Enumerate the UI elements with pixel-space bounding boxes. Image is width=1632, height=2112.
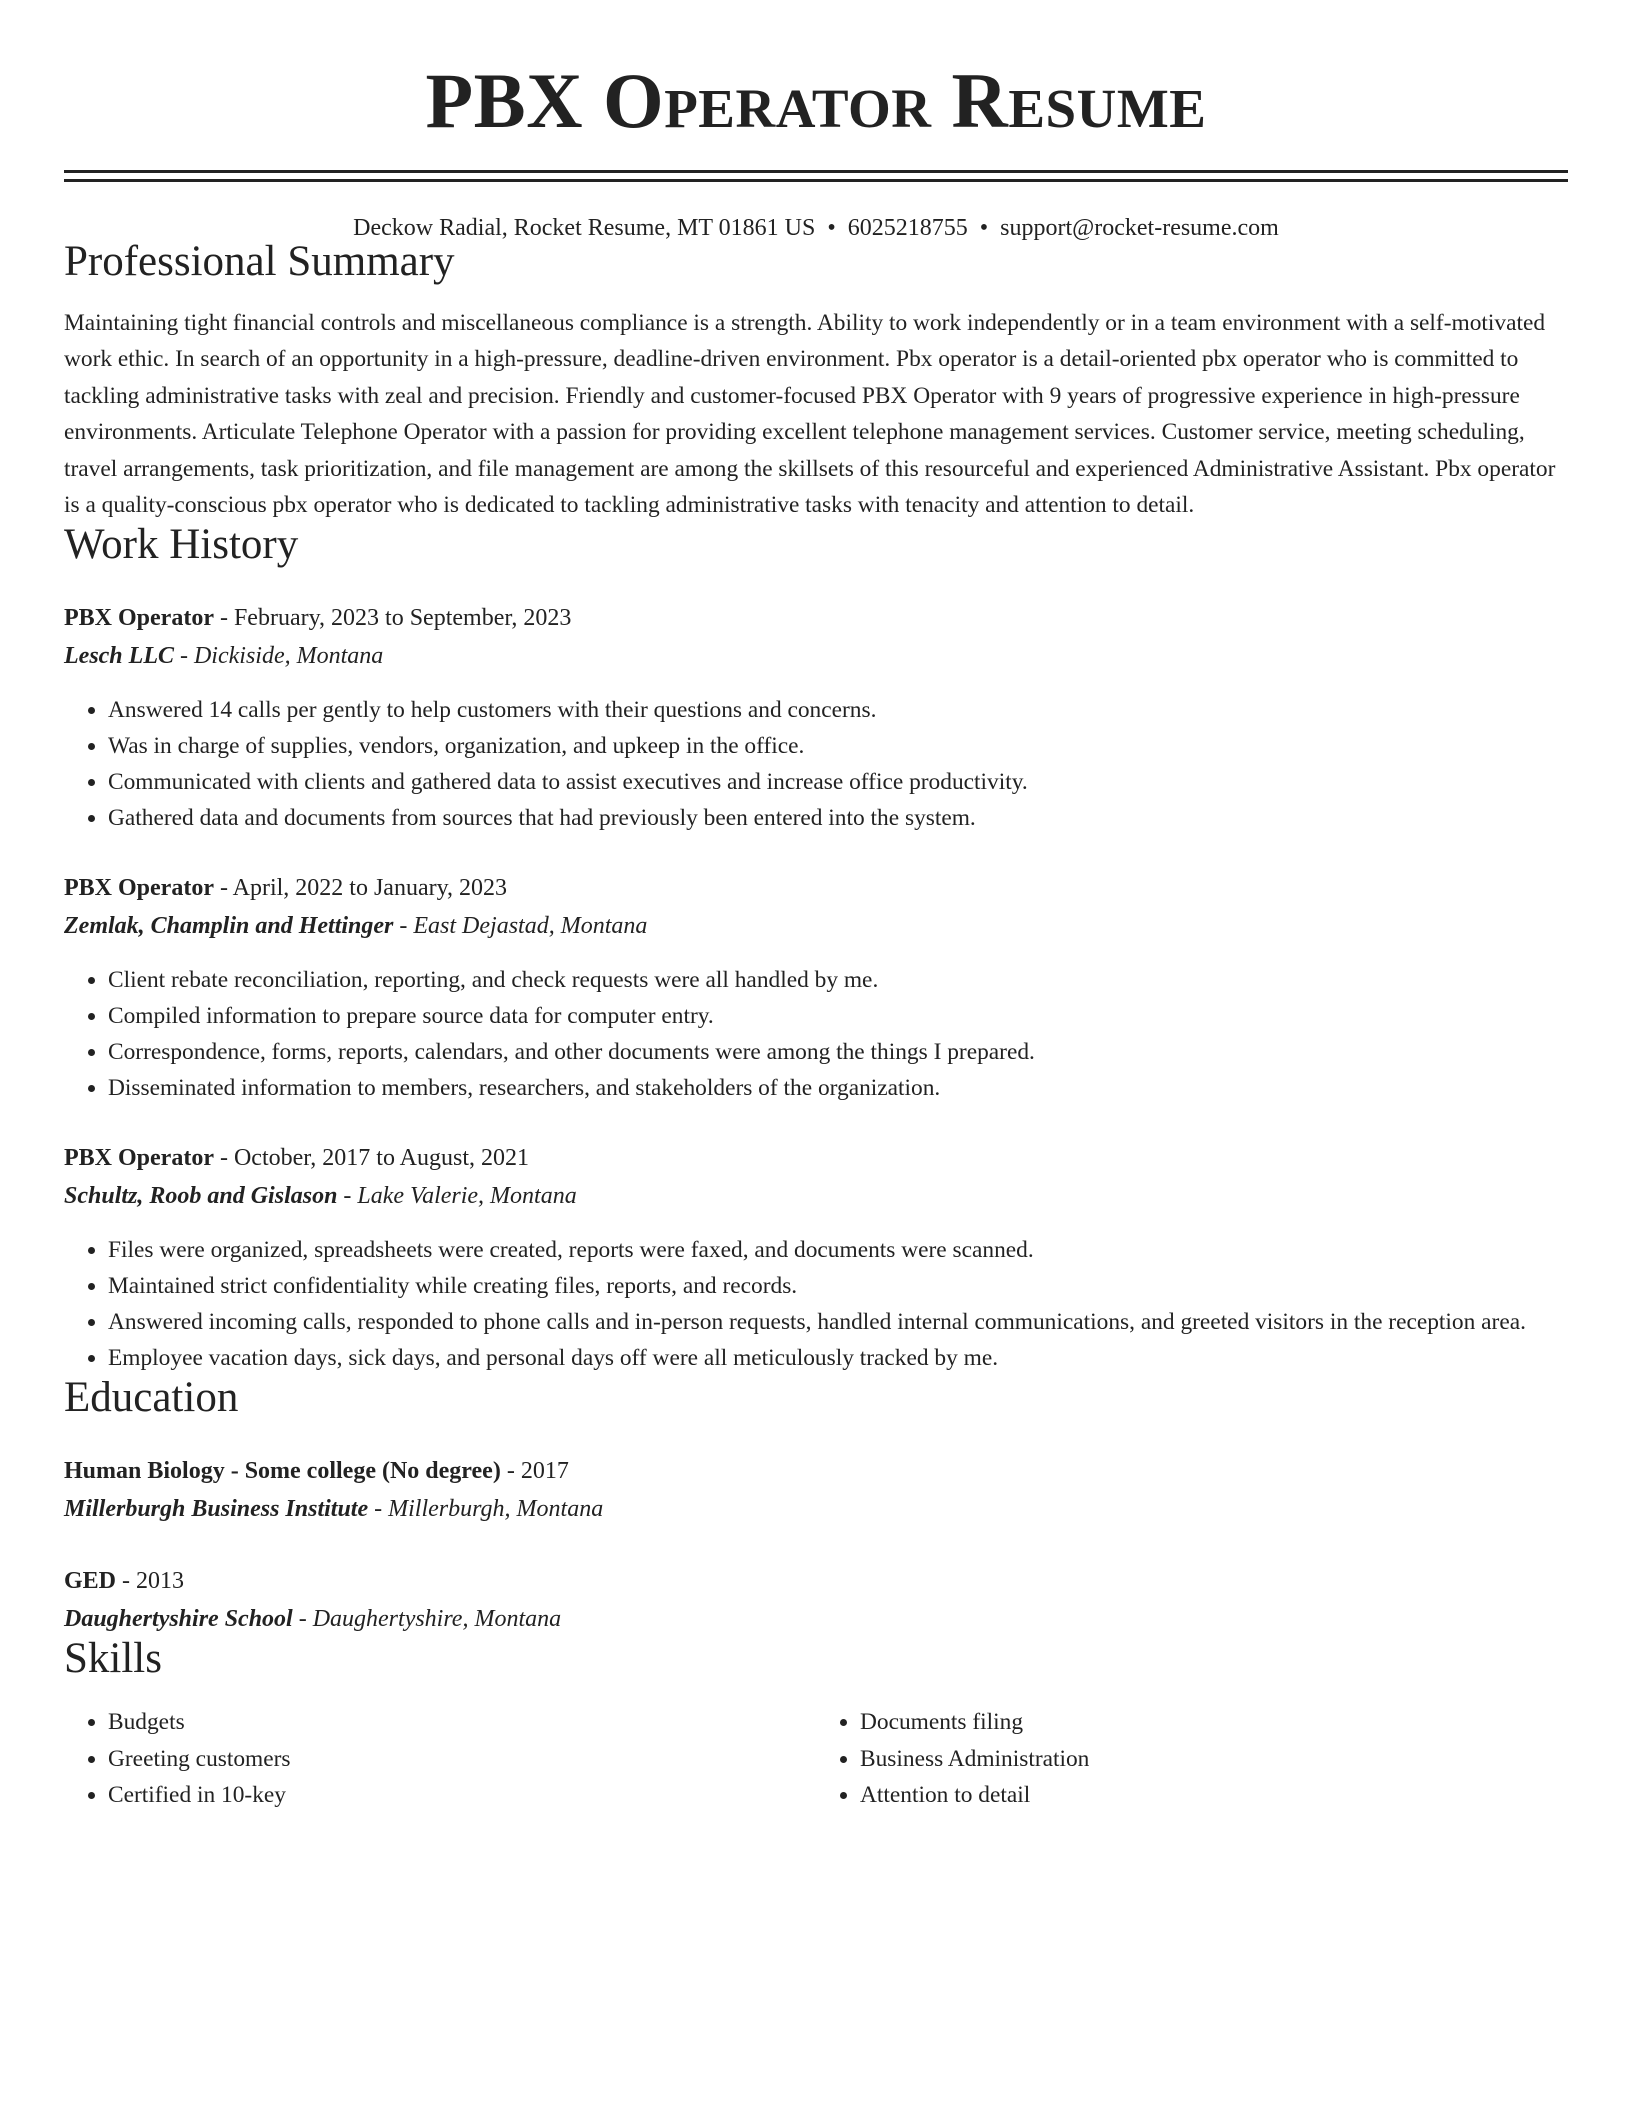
job-bullets — [64, 692, 1568, 836]
degree-year: - 2017 — [500, 1458, 569, 1485]
rule-line — [64, 179, 1568, 182]
list-item: • Answered incoming calls, responded to phone calls and in-person requests, handled internal communications, and greeted visitors in the reception area. — [108, 1304, 1568, 1340]
job-entry — [64, 870, 1568, 1106]
job-entry — [64, 600, 1568, 836]
list-item: • Compiled information to prepare source data for computer entry. — [108, 998, 1568, 1034]
contact-phone: 6025218755 — [847, 215, 968, 241]
list-item: • Disseminated information to members, researchers, and stakeholders of the organization. — [108, 1070, 1568, 1106]
summary-text: Maintaining tight financial controls and miscellaneous compliance is a strength. Ability to work independently or in a team environment with a self-motivated work ethic. In search of an opportunity in a high-pressure, deadline-driven environment. Pbx operator is a detail-oriented pbx operator who is committed to tackling administrative tasks with zeal and precision. Friendly and customer-focused PBX Operator with 9 years of progressive experience in high-pressure environments. Articulate Telephone Operator with a passion for providing excellent telephone management services. Customer service, meeting scheduling, travel arrangements, task prioritization, and file management are among the skillsets of this resourceful and experienced Administrative Assistant. Pbx operator is a quality-conscious pbx operator who is dedicated to tackling administrative tasks with tenacity and attention to detail. — [64, 310, 1556, 519]
school-location: - Daughertyshire, Montana — [292, 1606, 562, 1633]
list-item: • Budgets — [108, 1704, 816, 1740]
skills-right-column — [816, 1704, 1568, 1813]
job-dates: - February, 2023 to September, 2023 — [213, 605, 572, 632]
school-line — [64, 1601, 1568, 1637]
job-title: PBX Operator — [64, 605, 214, 632]
school-name: Millerburgh Business Institute — [64, 1496, 369, 1523]
job-location: - East Dejastad, Montana — [393, 913, 648, 940]
list-item: • Correspondence, forms, reports, calendars, and other documents were among the things I prepared. — [108, 1034, 1568, 1070]
contact-separator: • — [827, 215, 836, 241]
rule-line — [64, 170, 1568, 173]
job-location: - Dickiside, Montana — [173, 643, 384, 670]
education-heading: Education — [64, 1374, 239, 1422]
school-name: Daughertyshire School — [64, 1606, 293, 1633]
contact-email: support@rocket-resume.com — [1000, 215, 1279, 241]
job-company: Zemlak, Champlin and Hettinger — [64, 913, 394, 940]
job-title-line — [64, 870, 1568, 906]
job-entry — [64, 1140, 1568, 1376]
degree: Human Biology - Some college (No degree) — [64, 1458, 501, 1485]
list-item: • Gathered data and documents from sources that had previously been entered into the system. — [108, 800, 1568, 836]
list-item: • Communicated with clients and gathered data to assist executives and increase office productivity. — [108, 764, 1568, 800]
degree-line — [64, 1563, 1568, 1599]
list-item: • Attention to detail — [860, 1777, 1568, 1813]
list-item: • Was in charge of supplies, vendors, organization, and upkeep in the office. — [108, 728, 1568, 764]
job-location: - Lake Valerie, Montana — [337, 1183, 577, 1210]
job-title: PBX Operator — [64, 1145, 214, 1172]
education-entry — [64, 1563, 1568, 1637]
job-title-line — [64, 1140, 1568, 1176]
job-bullets — [64, 962, 1568, 1106]
job-company-line — [64, 1178, 1568, 1214]
education-entry — [64, 1453, 1568, 1527]
skills-columns — [64, 1704, 1568, 1813]
resume-title: PBX Operator Resume — [425, 57, 1207, 144]
contact-separator: • — [979, 215, 989, 241]
job-company: Schultz, Roob and Gislason — [64, 1183, 338, 1210]
degree-year: - 2013 — [116, 1568, 185, 1595]
list-item: • Employee vacation days, sick days, and personal days off were all meticulously tracked by me. — [108, 1340, 1568, 1376]
degree-line — [64, 1453, 1568, 1489]
school-line — [64, 1491, 1568, 1527]
list-item: • Maintained strict confidentiality while creating files, reports, and records. — [108, 1268, 1568, 1304]
contact-line — [64, 216, 1568, 240]
list-item: • Answered 14 calls per gently to help customers with their questions and concerns. — [108, 692, 1568, 728]
job-dates: - April, 2022 to January, 2023 — [213, 875, 508, 902]
list-item: • Business Administration — [860, 1741, 1568, 1777]
list-item: • Greeting customers — [108, 1741, 816, 1777]
job-title-line — [64, 600, 1568, 636]
list-item: • Client rebate reconciliation, reporting, and check requests were all handled by me. — [108, 962, 1568, 998]
list-item: • Files were organized, spreadsheets were created, reports were faxed, and documents were scanned. — [108, 1232, 1568, 1268]
contact-address: Deckow Radial, Rocket Resume, MT 01861 US — [353, 215, 816, 241]
summary-heading: Professional Summary — [64, 238, 455, 285]
title-double-rule — [64, 170, 1568, 182]
list-item: • Documents filing — [860, 1704, 1568, 1740]
school-location: - Millerburgh, Montana — [368, 1496, 604, 1523]
job-title: PBX Operator — [64, 875, 214, 902]
job-company: Lesch LLC — [64, 643, 174, 670]
degree: GED — [64, 1568, 117, 1595]
job-bullets — [64, 1232, 1568, 1376]
skills-left-column — [64, 1704, 816, 1813]
skills-heading: Skills — [64, 1635, 162, 1683]
job-company-line — [64, 908, 1568, 944]
work-history-heading: Work History — [64, 521, 299, 569]
job-company-line — [64, 638, 1568, 674]
list-item: • Certified in 10-key — [108, 1777, 816, 1813]
job-dates: - October, 2017 to August, 2021 — [213, 1145, 529, 1172]
